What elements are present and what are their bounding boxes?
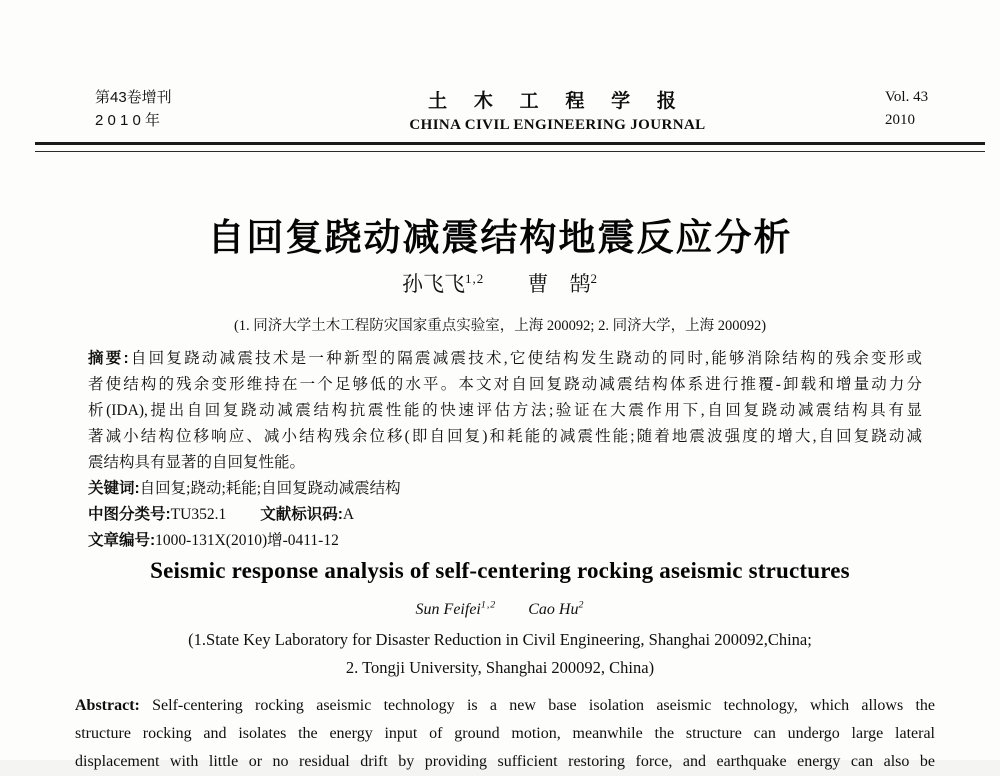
article-id-value: 1000-131X(2010)增-0411-12: [155, 532, 339, 549]
journal-title-en: CHINA CIVIL ENGINEERING JOURNAL: [409, 117, 706, 133]
abstract-en-label: Abstract:: [75, 697, 140, 714]
author-cn-2: [528, 272, 599, 296]
abstract-en-line: [75, 692, 935, 720]
author-cn-1: [402, 272, 484, 296]
journal-volume-en: Vol. 43: [885, 89, 929, 105]
authors-en: [0, 600, 1000, 619]
authors-cn: [0, 268, 1000, 298]
author-cn-1-sup: 1,2: [464, 271, 485, 286]
header-double-rule: [35, 142, 985, 152]
abstract-cn-line: 著减小结构位移响应、减小结构残余位移(即自回复)和耗能的减震性能;随着地震波强度的增大,自回复跷动减: [88, 428, 922, 445]
meta-block-cn: [88, 346, 922, 554]
affiliation-cn: (1. 同济大学土木工程防灾国家重点实验室，上海 200092; 2. 同济大学，上海 200092): [233, 318, 767, 334]
affiliation-en-line2: 2. Tongji University, Shanghai 200092, China): [345, 658, 655, 677]
affiliation-en-line1: (1.State Key Laboratory for Disaster Reduction in Civil Engineering, Shanghai 200092,China;: [188, 630, 812, 649]
author-cn-2-name: 曹 鹄: [527, 272, 591, 296]
abstract-en: [75, 692, 935, 776]
author-en-2: [528, 601, 584, 618]
keywords-text: 自回复;跷动;耗能;自回复跷动减震结构: [139, 480, 401, 497]
journal-header-center: [285, 86, 830, 134]
author-en-1-sup: 1,2: [480, 600, 497, 611]
clc-line: [88, 502, 922, 528]
author-en-1-name: Sun Feifei: [415, 601, 481, 619]
journal-title-cn: 土 木 工 程 学 报: [428, 91, 687, 112]
abstract-en-line: displacement with little or no residual drift by providing sufficient restoring force, and earthquake energy can also be: [75, 753, 935, 770]
article-id-line: [88, 528, 922, 554]
article-id-label: 文章编号:: [88, 532, 156, 549]
abstract-cn-text: 自回复跷动减震技术是一种新型的隔震减震技术,它使结构发生跷动的同时,能够消除结构的残余变形或: [128, 350, 922, 367]
author-cn-1-name: 孙飞飞: [401, 272, 465, 296]
doc-code-label: 文献标识码:: [260, 506, 343, 523]
abstract-cn-line: [88, 346, 922, 372]
abstract-en-line: structure rocking and isolates the energy input of ground motion, meanwhile the structure can undergo large lateral: [75, 725, 935, 742]
abstract-cn-line: 震结构具有显著的自回复性能。: [88, 454, 306, 471]
journal-year-cn: 2 0 1 0 年: [95, 112, 161, 129]
author-en-1: [416, 601, 497, 618]
author-cn-2-sup: 2: [590, 271, 599, 286]
keywords-line: [88, 476, 922, 502]
abstract-cn-line: 析(IDA),提出自回复跷动减震结构抗震性能的快速评估方法;验证在大震作用下,自回复跷动减震结构具有显: [88, 402, 922, 419]
author-en-2-sup: 2: [578, 600, 585, 611]
journal-volume-cn: 第43卷增刊: [95, 89, 172, 106]
clc-value: TU352.1: [170, 506, 227, 523]
article-title-cn: 自回复跷动减震结构地震反应分析: [207, 217, 793, 258]
author-en-2-name: Cao Hu: [528, 601, 579, 619]
doc-code-value: A: [342, 506, 355, 523]
keywords-label: 关键词:: [88, 480, 140, 497]
article-title-en: Seismic response analysis of self-centering rocking aseismic structures: [150, 558, 850, 583]
journal-header-left: [95, 86, 285, 132]
abstract-cn-line: 者使结构的残余变形维持在一个足够低的水平。本文对自回复跷动减震结构体系进行推覆-卸载和增量动力分: [88, 376, 922, 393]
journal-header-right: [830, 86, 940, 132]
clc-label: 中图分类号:: [88, 506, 171, 523]
abstract-en-text: Self-centering rocking aseismic technology is a new base isolation aseismic technology, which allows the: [152, 697, 935, 714]
journal-header: [95, 86, 940, 134]
journal-year-en: 2010: [885, 112, 915, 128]
abstract-cn-label: 摘要:: [88, 350, 129, 367]
